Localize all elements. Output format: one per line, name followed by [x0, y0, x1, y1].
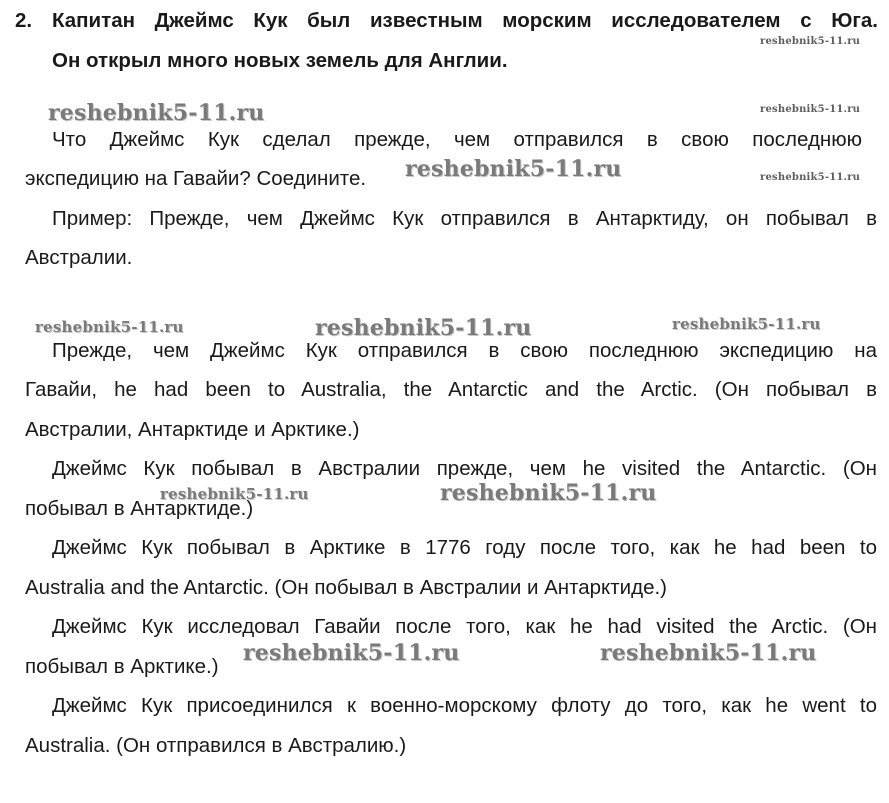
- answer-3-line2: Australia and the Antarctic. (Он побывал в Австралии и Антарктиде.): [25, 576, 667, 599]
- watermark: reshebnik5-11.ru: [760, 172, 861, 183]
- watermark: reshebnik5-11.ru: [760, 104, 861, 115]
- task-title-line2: Он открыл много новых земель для Англии.: [52, 49, 508, 72]
- question-line2: экспедицию на Гавайи? Соедините.: [25, 167, 367, 190]
- answer-1-line2: Гавайи, he had been to Australia, the Antarctic and the Arctic. (Он побывал в: [25, 378, 877, 401]
- answer-1-line1: Прежде, чем Джеймс Кук отправился в свою последнюю экспедицию на: [52, 339, 877, 362]
- watermark: reshebnik5-11.ru: [760, 36, 861, 47]
- watermark: reshebnik5-11.ru: [315, 315, 532, 341]
- watermark: reshebnik5-11.ru: [35, 318, 184, 336]
- watermark: reshebnik5-11.ru: [48, 100, 265, 126]
- answer-3-line1: Джеймс Кук побывал в Арктике в 1776 году после того, как he had been to: [52, 536, 877, 559]
- watermark: reshebnik5-11.ru: [672, 315, 821, 333]
- watermark: reshebnik5-11.ru: [600, 640, 817, 666]
- task-title-line1: Капитан Джеймс Кук был известным морским исследователем с Юга.: [52, 9, 878, 32]
- answer-1-line3: Австралии, Антарктиде и Арктике.): [25, 418, 360, 441]
- example-line1: Пример: Прежде, чем Джеймс Кук отправился в Антарктиду, он побывал в: [52, 207, 877, 230]
- watermark: reshebnik5-11.ru: [440, 480, 657, 506]
- watermark: reshebnik5-11.ru: [405, 156, 622, 182]
- answer-2-line2: побывал в Антарктиде.): [25, 497, 254, 520]
- example-line2: Австралии.: [25, 246, 133, 269]
- answer-5-line2: Australia. (Он отправился в Австралию.): [25, 734, 407, 757]
- answer-5-line1: Джеймс Кук присоединился к военно-морскому флоту до того, как he went to: [52, 694, 877, 717]
- answer-4-line2: побывал в Арктике.): [25, 655, 219, 678]
- task-number: 2.: [15, 9, 33, 32]
- answer-2-line1: Джеймс Кук побывал в Австралии прежде, чем he visited the Antarctic. (Он: [52, 457, 877, 480]
- watermark: reshebnik5-11.ru: [243, 640, 460, 666]
- question-line1: Что Джеймс Кук сделал прежде, чем отправился в свою последнюю: [52, 128, 862, 151]
- answer-4-line1: Джеймс Кук исследовал Гавайи после того, как he had visited the Arctic. (Он: [52, 615, 877, 638]
- watermark: reshebnik5-11.ru: [160, 485, 309, 503]
